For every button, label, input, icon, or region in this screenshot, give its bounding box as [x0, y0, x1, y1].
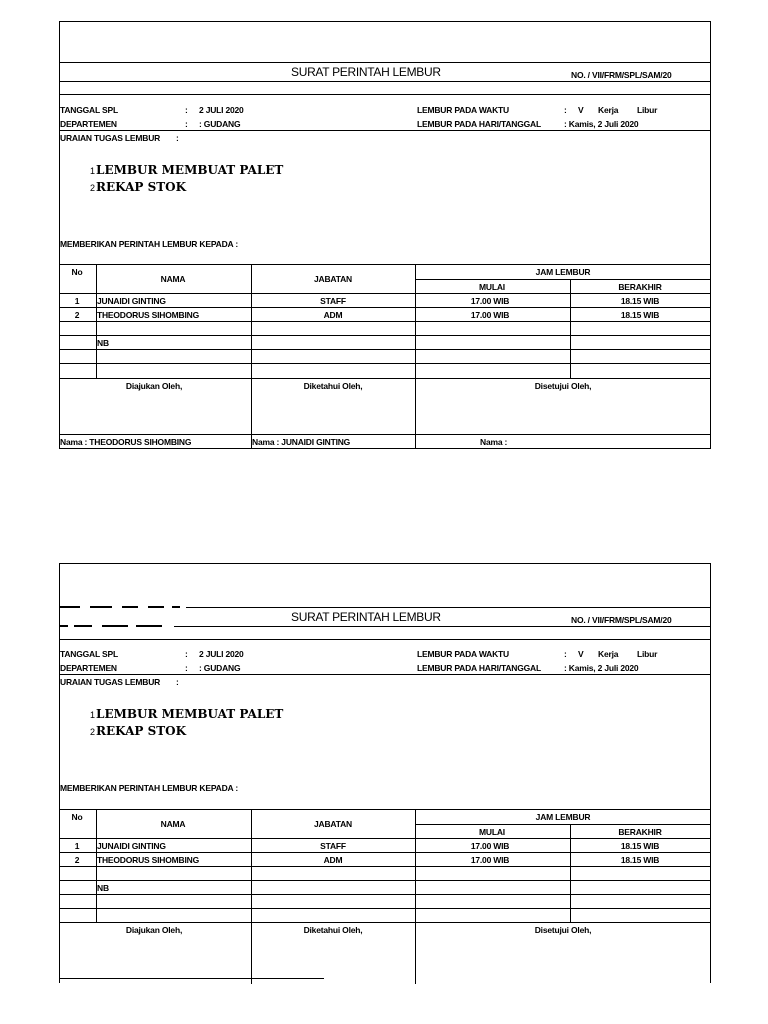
departemen-colon: :	[185, 663, 188, 673]
decorative-dashes	[60, 606, 80, 608]
tanggal-label: TANGGAL SPL	[60, 649, 118, 659]
uraian-label: URAIAN TUGAS LEMBUR	[60, 133, 161, 143]
waktu-option-kerja: Kerja	[598, 649, 619, 659]
tanggal-value: 2 JULI 2020	[199, 649, 244, 659]
overtime-form-1	[59, 21, 711, 449]
task-number: 1	[90, 710, 96, 720]
nb-label: NB	[97, 338, 109, 348]
row-no: 1	[74, 296, 80, 306]
task-item-1	[90, 162, 283, 179]
header-nama: NAMA	[160, 274, 186, 284]
departemen-label: DEPARTEMEN	[60, 663, 117, 673]
disetujui-label: Disetujui Oleh,	[534, 381, 592, 391]
waktu-option-libur: Libur	[637, 649, 658, 659]
tanggal-label: TANGGAL SPL	[60, 105, 118, 115]
header-nama: NAMA	[160, 819, 186, 829]
hari-value: : Kamis, 2 Juli 2020	[564, 663, 639, 673]
hari-label: LEMBUR PADA HARI/TANGGAL	[417, 663, 541, 673]
header-jam-lembur: JAM LEMBUR	[535, 812, 591, 822]
row-mulai: 17.00 WIB	[470, 841, 510, 851]
task-number: 2	[90, 183, 96, 193]
row-no: 2	[74, 855, 80, 865]
row-nama: JUNAIDI GINTING	[97, 841, 166, 851]
waktu-option-libur: Libur	[637, 105, 658, 115]
row-nama: THEODORUS SIHOMBING	[97, 855, 199, 865]
departemen-colon: :	[185, 119, 188, 129]
hari-label: LEMBUR PADA HARI/TANGGAL	[417, 119, 541, 129]
waktu-mark: V	[578, 649, 584, 659]
order-text: MEMBERIKAN PERINTAH LEMBUR KEPADA :	[60, 239, 238, 249]
uraian-label: URAIAN TUGAS LEMBUR	[60, 677, 161, 687]
row-nama: THEODORUS SIHOMBING	[97, 310, 199, 320]
waktu-label: LEMBUR PADA WAKTU	[417, 649, 509, 659]
row-berakhir: 18.15 WIB	[620, 310, 660, 320]
waktu-colon: :	[564, 105, 567, 115]
nama-diajukan: Nama : THEODORUS SIHOMBING	[60, 437, 192, 447]
header-jabatan: JABATAN	[314, 819, 352, 829]
task-text: REKAP STOK	[96, 180, 187, 194]
row-berakhir: 18.15 WIB	[620, 855, 660, 865]
order-text: MEMBERIKAN PERINTAH LEMBUR KEPADA :	[60, 783, 238, 793]
tanggal-colon: :	[185, 649, 188, 659]
tanggal-colon: :	[185, 105, 188, 115]
waktu-mark: V	[578, 105, 584, 115]
overtime-form-2	[59, 563, 711, 983]
row-no: 1	[74, 841, 80, 851]
document-number: NO. / VII/FRM/SPL/SAM/20	[571, 615, 672, 625]
task-item-2	[90, 723, 186, 740]
row-berakhir: 18.15 WIB	[620, 841, 660, 851]
header-mulai: MULAI	[479, 827, 505, 837]
task-number: 2	[90, 727, 96, 737]
header-jabatan: JABATAN	[314, 274, 352, 284]
header-berakhir: BERAKHIR	[618, 827, 662, 837]
row-nama: JUNAIDI GINTING	[97, 296, 166, 306]
uraian-colon: :	[176, 677, 179, 687]
waktu-option-kerja: Kerja	[598, 105, 619, 115]
departemen-value: : GUDANG	[199, 663, 241, 673]
nama-disetujui: Nama :	[480, 437, 508, 447]
nb-label: NB	[97, 883, 109, 893]
diketahui-label: Diketahui Oleh,	[303, 381, 363, 391]
task-number: 1	[90, 166, 96, 176]
departemen-label: DEPARTEMEN	[60, 119, 117, 129]
task-text: LEMBUR MEMBUAT PALET	[96, 707, 284, 721]
row-mulai: 17.00 WIB	[470, 855, 510, 865]
row-jabatan: ADM	[323, 855, 343, 865]
nama-diketahui: Nama : JUNAIDI GINTING	[252, 437, 351, 447]
waktu-colon: :	[564, 649, 567, 659]
header-jam-lembur: JAM LEMBUR	[535, 267, 591, 277]
diketahui-label: Diketahui Oleh,	[303, 925, 363, 935]
task-text: REKAP STOK	[96, 724, 187, 738]
row-jabatan: STAFF	[320, 296, 346, 306]
task-item-2	[90, 179, 186, 196]
row-berakhir: 18.15 WIB	[620, 296, 660, 306]
tanggal-value: 2 JULI 2020	[199, 105, 244, 115]
header-no: No	[71, 267, 83, 277]
header-berakhir: BERAKHIR	[618, 282, 662, 292]
diajukan-label: Diajukan Oleh,	[125, 925, 183, 935]
header-mulai: MULAI	[479, 282, 505, 292]
row-mulai: 17.00 WIB	[470, 296, 510, 306]
waktu-label: LEMBUR PADA WAKTU	[417, 105, 509, 115]
hari-value: : Kamis, 2 Juli 2020	[564, 119, 639, 129]
row-jabatan: STAFF	[320, 841, 346, 851]
task-item-1	[90, 706, 283, 723]
task-text: LEMBUR MEMBUAT PALET	[96, 163, 284, 177]
document-number: NO. / VII/FRM/SPL/SAM/20	[571, 70, 672, 80]
header-no: No	[71, 812, 83, 822]
form-title: SURAT PERINTAH LEMBUR	[291, 65, 441, 79]
row-jabatan: ADM	[323, 310, 343, 320]
diajukan-label: Diajukan Oleh,	[125, 381, 183, 391]
row-no: 2	[74, 310, 80, 320]
disetujui-label: Disetujui Oleh,	[534, 925, 592, 935]
form-title: SURAT PERINTAH LEMBUR	[291, 610, 441, 624]
row-mulai: 17.00 WIB	[470, 310, 510, 320]
departemen-value: : GUDANG	[199, 119, 241, 129]
uraian-colon: :	[176, 133, 179, 143]
